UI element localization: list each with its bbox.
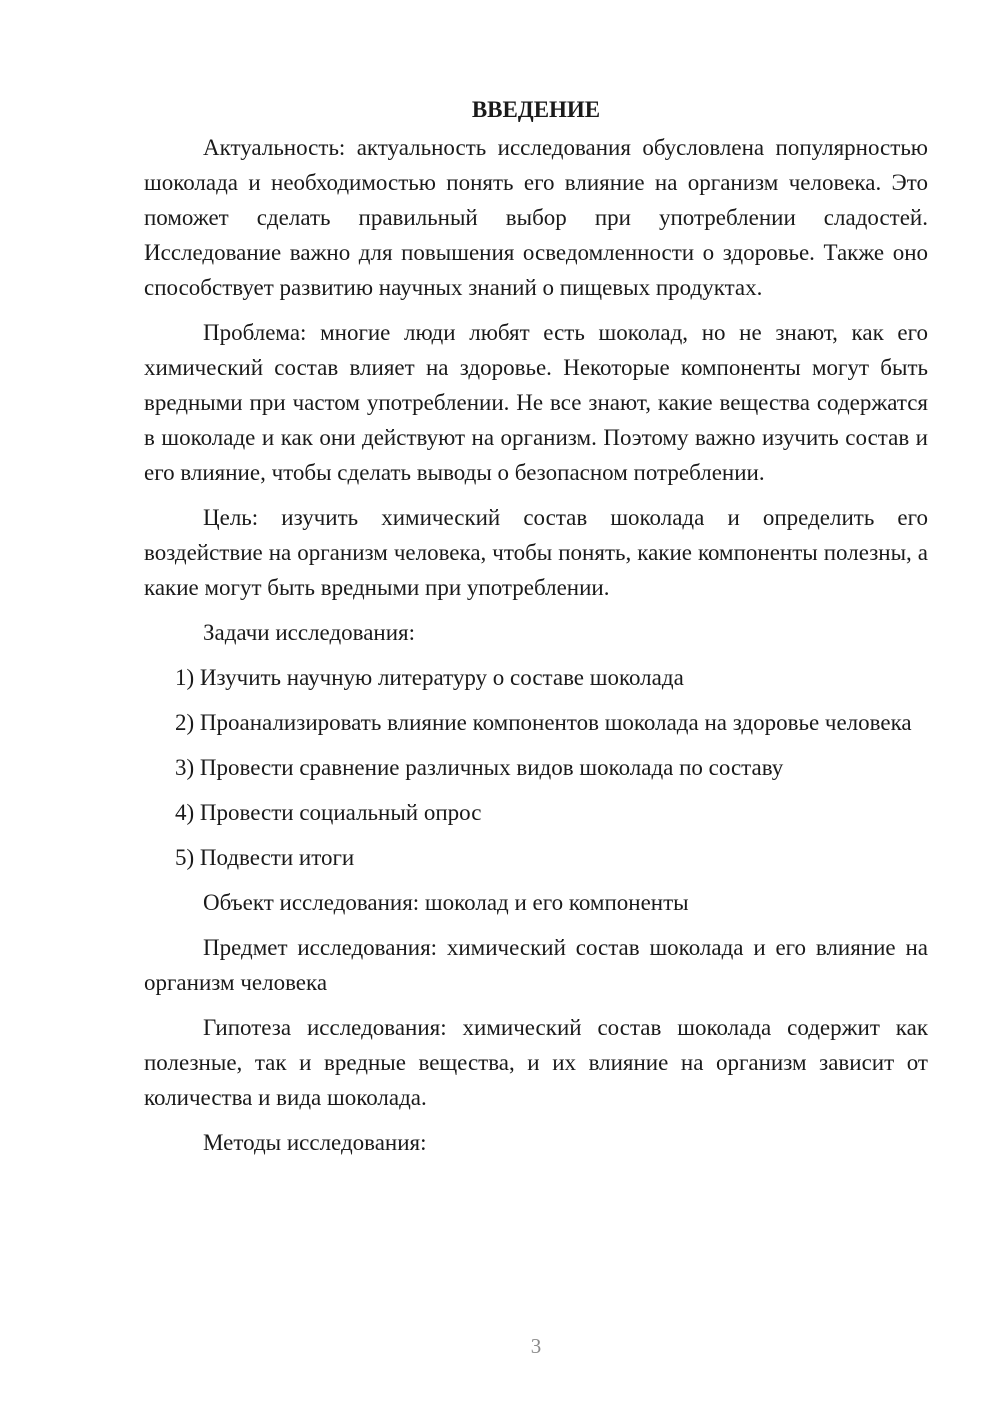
relevance-paragraph: Актуальность: актуальность исследования обусловлена популярностью шоколада и необходимостью понять его влияние на организм человека. Это поможет сделать правильный выбор при употреблении сладостей. Исследование важно для повышения осведомленности о здоровье. Также оно способствует развитию научных знаний о пищевых продуктах. [144,135,928,300]
task-item-1: 1) Изучить научную литературу о составе шоколада [175,665,684,690]
task-item-4: 4) Провести социальный опрос [175,800,482,825]
research-object-paragraph: Объект исследования: шоколад и его компоненты [203,890,689,915]
page-title: ВВЕДЕНИЕ [471,97,601,122]
task-item-3: 3) Провести сравнение различных видов шоколада по составу [175,755,784,780]
task-item-2: 2) Проанализировать влияние компонентов шоколада на здоровье человека [175,710,912,735]
hypothesis-paragraph: Гипотеза исследования: химический состав шоколада содержит как полезные, так и вредные вещества, и их влияние на организм зависит от количества и вида шоколада. [144,1015,928,1110]
page-content [144,92,928,1160]
research-subject-paragraph: Предмет исследования: химический состав шоколада и его влияние на организм человека [144,935,928,995]
problem-paragraph: Проблема: многие люди любят есть шоколад, но не знают, как его химический состав влияет на здоровье. Некоторые компоненты могут быть вредными при частом употреблении. Не все знают, какие вещества содержатся в шоколаде и как они действуют на организм. Поэтому важно изучить состав и его влияние, чтобы сделать выводы о безопасном потреблении. [144,320,928,485]
page-number: 3 [530,1334,542,1358]
goal-paragraph: Цель: изучить химический состав шоколада и определить его воздействие на организм человека, чтобы понять, какие компоненты полезны, а какие могут быть вредными при употреблении. [144,505,928,600]
methods-heading: Методы исследования: [203,1130,427,1155]
tasks-heading: Задачи исследования: [203,620,416,645]
task-item-5: 5) Подвести итоги [175,845,355,870]
